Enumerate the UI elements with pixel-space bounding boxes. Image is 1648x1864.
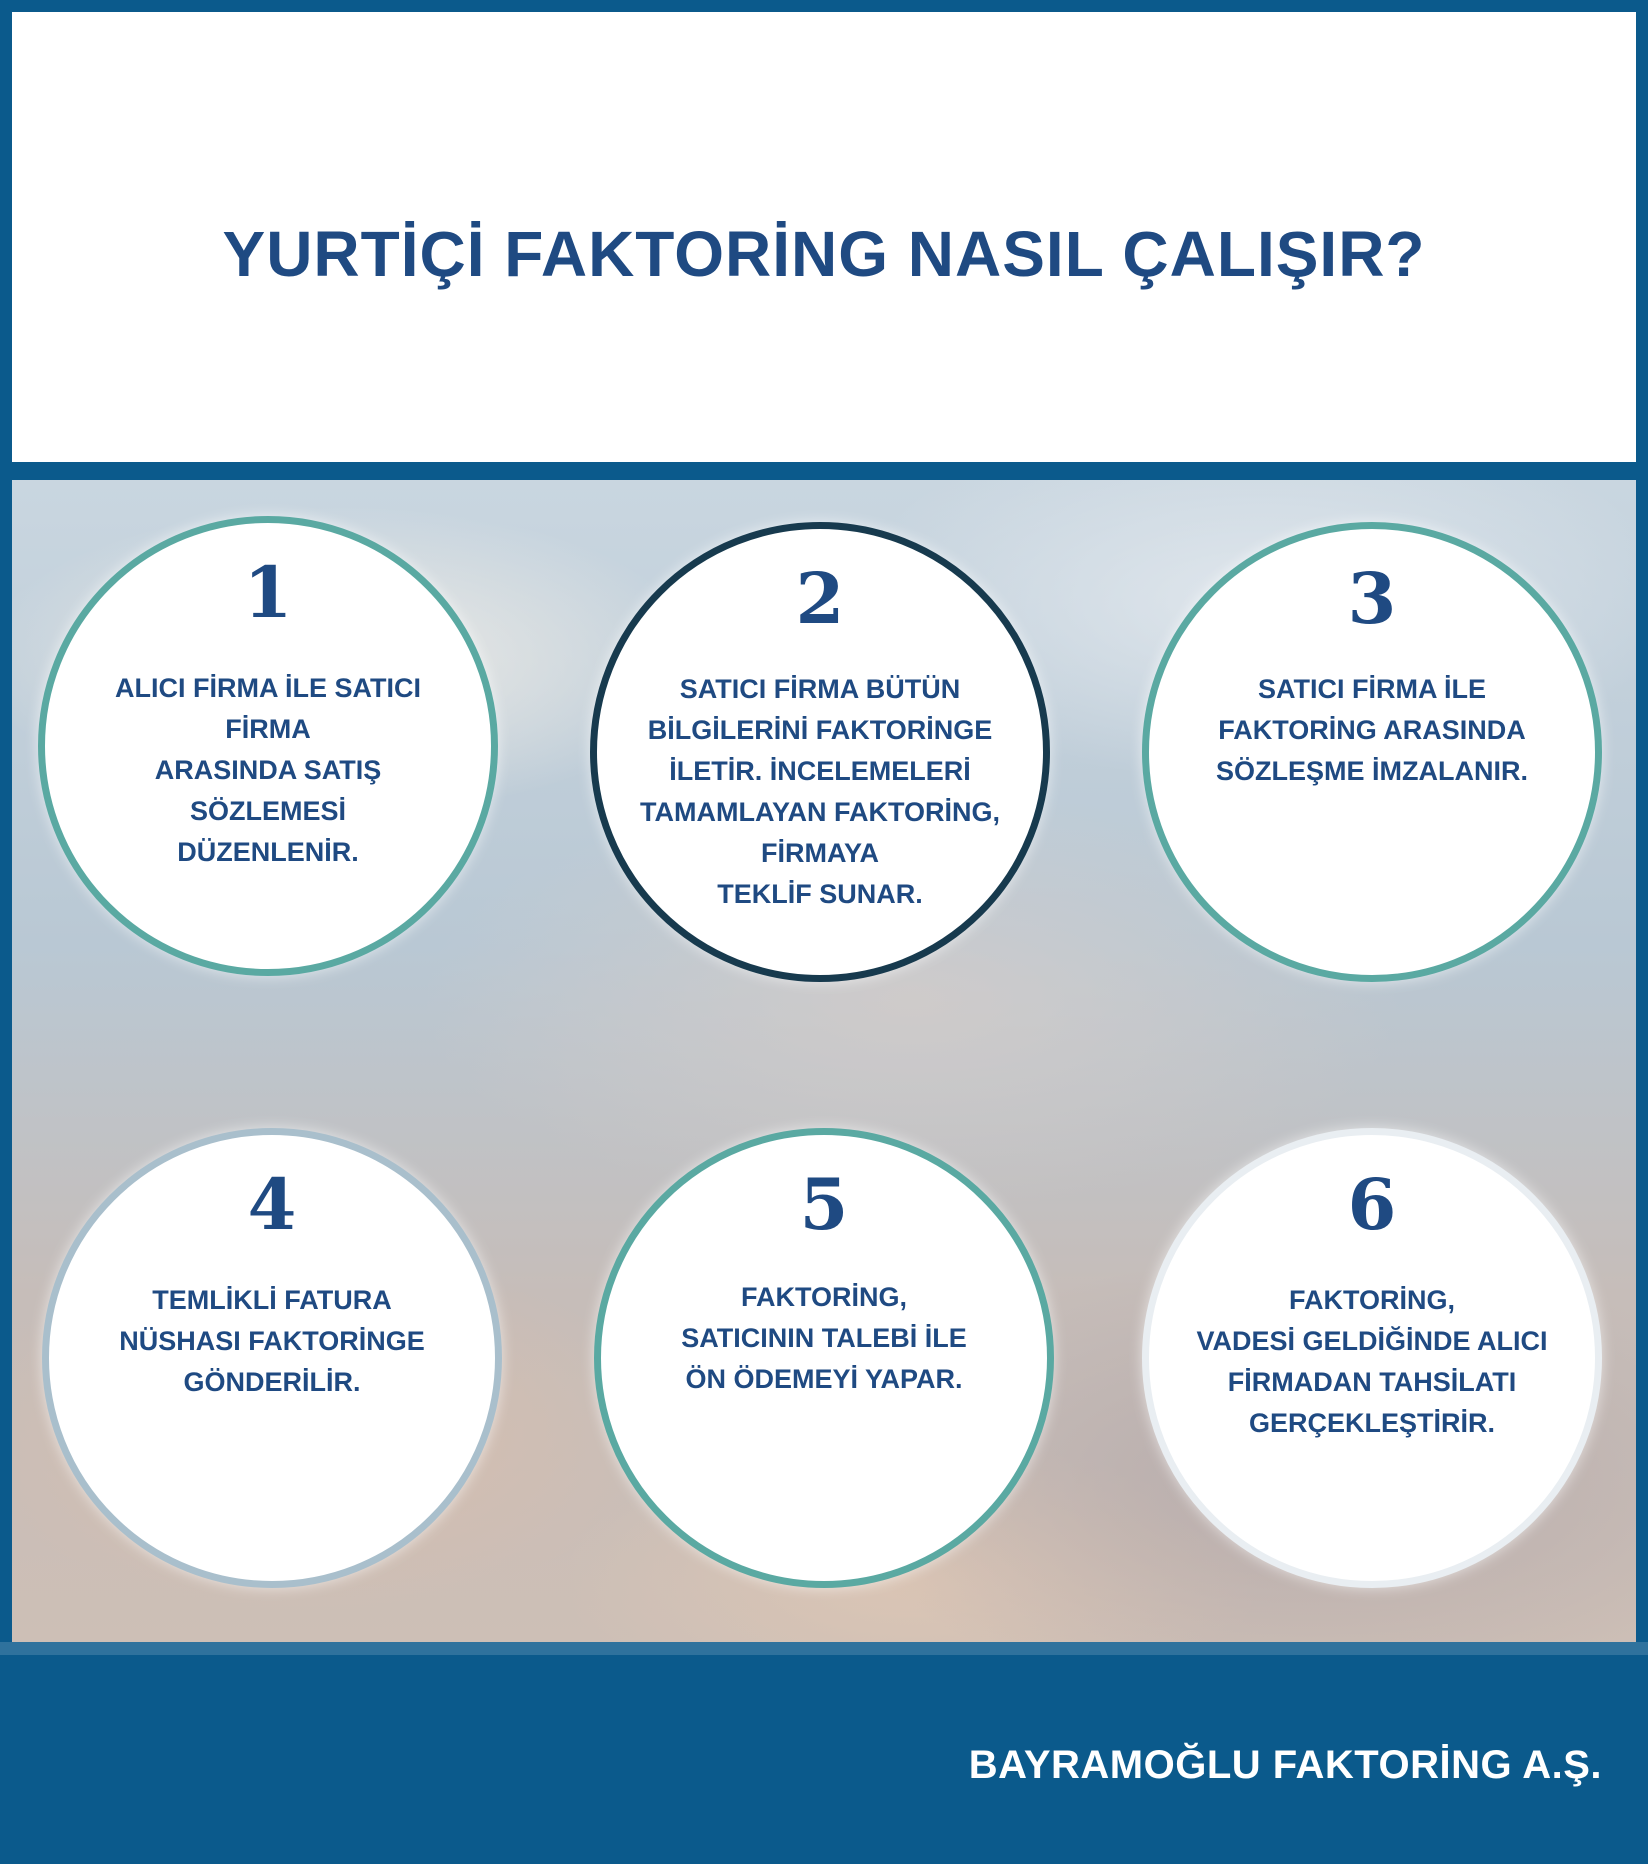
step-6-circle: [1142, 1128, 1602, 1588]
header-panel: [12, 12, 1636, 462]
sky-background: [12, 480, 1636, 1642]
step-number: 5: [799, 1163, 849, 1246]
step-text: SATICI FİRMA İLE FAKTORİNG ARASINDA SÖZLEŞME İMZALANIR.: [1216, 674, 1528, 786]
step-number: 4: [247, 1163, 297, 1246]
step-number: 2: [795, 557, 845, 640]
step-text: SATICI FİRMA BÜTÜN BİLGİLERİNİ FAKTORİNGE İLETİR. İNCELEMELERİ TAMAMLAYAN FAKTORİNG, FİRMAYA TEKLİF SUNAR.: [639, 674, 1001, 909]
step-3-circle: [1142, 522, 1602, 982]
step-number: 6: [1347, 1163, 1397, 1246]
step-text: ALICI FİRMA İLE SATICI FİRMA ARASINDA SATIŞ SÖZLEMESİ DÜZENLENİR.: [115, 673, 421, 867]
step-2-circle: [590, 522, 1050, 982]
page-title: YURTİÇİ FAKTORİNG NASIL ÇALIŞIR?: [222, 218, 1426, 290]
step-text: TEMLİKLİ FATURA NÜSHASI FAKTORİNGE GÖNDERİLİR.: [119, 1285, 425, 1397]
step-1-circle: [38, 516, 498, 976]
step-number: 1: [243, 551, 293, 634]
step-text: FAKTORİNG, SATICININ TALEBİ İLE ÖN ÖDEMEYİ YAPAR.: [681, 1282, 967, 1394]
company-name: BAYRAMOĞLU FAKTORİNG A.Ş.: [968, 1743, 1602, 1787]
step-5-circle: [594, 1128, 1054, 1588]
divider: [0, 1642, 1648, 1655]
footer-bar: [0, 1655, 1648, 1864]
step-4-circle: [42, 1128, 502, 1588]
step-number: 3: [1347, 557, 1397, 640]
step-text: FAKTORİNG, VADESİ GELDİĞİNDE ALICI FİRMADAN TAHSİLATI GERÇEKLEŞTİRİR.: [1196, 1285, 1548, 1438]
